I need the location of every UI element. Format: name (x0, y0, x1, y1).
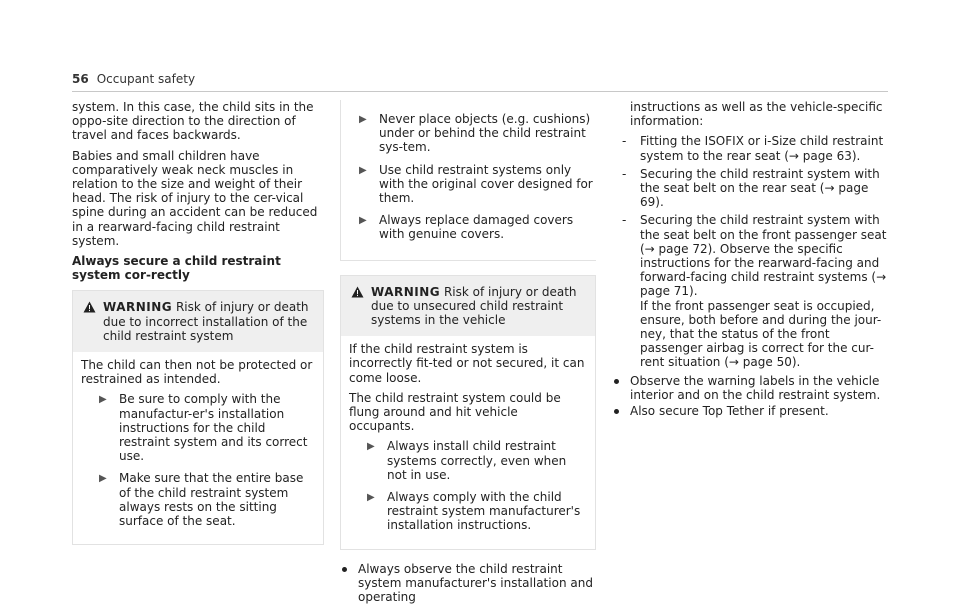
warning-header (341, 276, 595, 337)
bullet-dot (614, 409, 619, 414)
header-divider (72, 91, 888, 92)
step-arrow-icon: ▶ (359, 114, 367, 125)
dash-continuation: If the front passenger seat is occupied, ensure, both before and during the jour-ney, that the status of the front passenger airbag is correct for the cur-rent situation (→ page 50). (640, 298, 882, 370)
step-arrow-icon: ▶ (99, 473, 107, 485)
page-header (72, 72, 195, 86)
page-number: 56 (72, 72, 89, 86)
warning-triangle-icon (83, 301, 96, 313)
dash-mark: - (622, 134, 627, 149)
section-heading: Always secure a child restraint system cor-rectly (72, 254, 281, 283)
column-2 (340, 100, 596, 606)
paragraph: instructions as well as the vehicle-specific information: (630, 100, 883, 129)
warning-text: If the child restraint system is incorrectly fit-ted or not secured, it can come loose. (349, 342, 585, 385)
bullet-item (612, 374, 888, 402)
paragraph: system. In this case, the child sits in the oppo-site direction to the direction of travel and faces backwards. (72, 100, 314, 143)
dash-mark: - (622, 166, 627, 181)
warning-text: The child restraint system could be flung around and hit vehicle occupants. (349, 390, 561, 434)
warning-text: The child can then not be protected or restrained as intended. (81, 358, 313, 387)
warning-title: Risk of injury or death due to incorrect installation of the child restraint system (103, 300, 309, 343)
step-item (349, 490, 587, 533)
step-item (349, 439, 587, 482)
dash-text: Fitting the ISOFIX or i-Size child restraint system to the rear seat (→ page 63). (640, 134, 884, 163)
step-item (341, 163, 596, 206)
warning-triangle-icon (351, 286, 364, 298)
step-text: Always install child restraint systems correctly, even when not in use. (387, 439, 567, 482)
step-text: Always comply with the child restraint system manufacturer's installation instructions. (387, 490, 581, 533)
dash-item (612, 134, 888, 162)
bullet-item (340, 562, 596, 605)
warning-label: WARNING (103, 300, 173, 315)
column-3 (612, 100, 888, 420)
bullet-item (612, 404, 888, 418)
bullet-text: Observe the warning labels in the vehicle interior and on the child restraint system. (630, 373, 881, 402)
step-arrow-icon: ▶ (359, 215, 367, 227)
dash-text: Securing the child restraint system with the seat belt on the rear seat (→ page 69). (640, 166, 880, 210)
bullet-text: Also secure Top Tether if present. (630, 404, 829, 419)
step-text: Be sure to comply with the manufactur-er's installation instructions for the child restraint system and its correct use. (119, 392, 308, 464)
step-item (81, 392, 315, 463)
step-arrow-icon: ▶ (99, 394, 107, 406)
step-arrow-icon: ▶ (367, 492, 375, 504)
warning-body (341, 336, 595, 548)
bullet-dot (342, 567, 347, 572)
step-arrow-icon: ▶ (359, 164, 367, 176)
column-1 (72, 100, 324, 545)
step-item (341, 213, 596, 241)
step-item (341, 112, 596, 155)
step-text: Always replace damaged covers with genuine covers. (379, 213, 574, 242)
step-text: Make sure that the entire base of the child restraint system always rests on the sitting surface of the seat. (119, 471, 304, 529)
warning-box (340, 275, 596, 550)
dash-mark: - (622, 213, 627, 228)
warning-label: WARNING (371, 284, 441, 299)
dash-text: Securing the child restraint system with the seat belt on the front passenger seat (→ page 72). Observe the specific instructions for the rearward-facing and forward-facing child restraint systems (→ page 71). (640, 213, 887, 299)
dash-item (612, 167, 888, 210)
step-text: Use child restraint systems only with the original cover designed for them. (379, 162, 593, 206)
step-text: Never place objects (e.g. cushions) under or behind the child restraint sys-tem. (379, 112, 591, 155)
dash-item (612, 213, 888, 369)
warning-header (73, 291, 323, 352)
bullet-text: Always observe the child restraint system manufacturer's installation and operating (358, 561, 593, 605)
warning-continuation (340, 100, 596, 261)
bullet-dot (614, 379, 619, 384)
section-title: Occupant safety (96, 72, 196, 86)
step-arrow-icon: ▶ (367, 441, 375, 453)
warning-title: Risk of injury or death due to unsecured child restraint systems in the vehicle (371, 284, 577, 328)
step-item (81, 471, 315, 528)
paragraph: Babies and small children have comparatively weak neck muscles in relation to the size and weight of their head. The risk of injury to the cer-vical spine during an accident can be reduced in a rearward-facing child restraint system. (72, 148, 318, 248)
warning-box (72, 290, 324, 545)
warning-body (73, 352, 323, 544)
